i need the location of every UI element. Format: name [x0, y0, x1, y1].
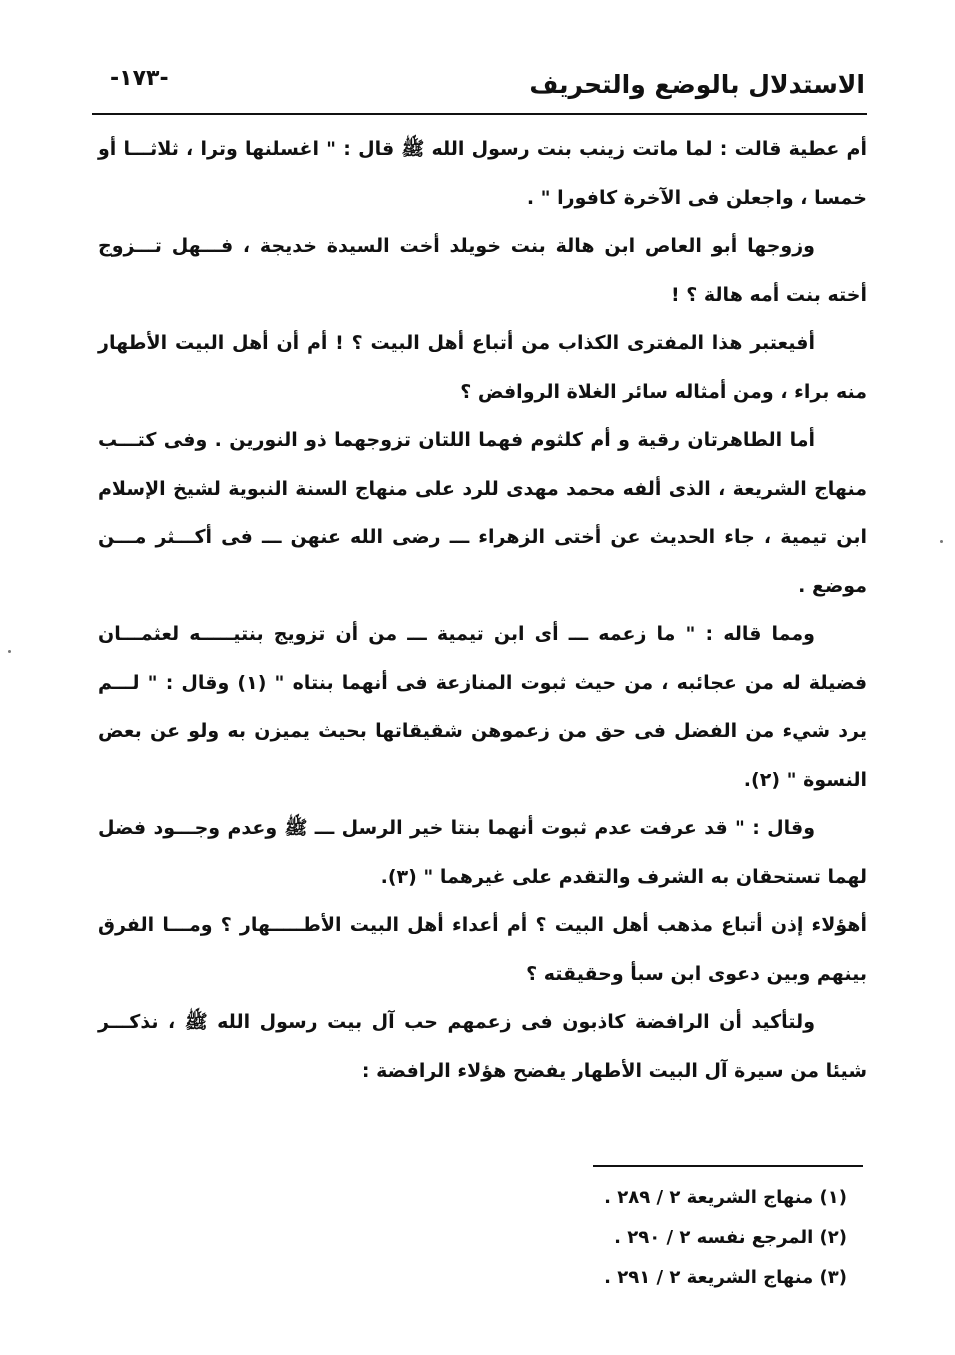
page-number: -١٧٣-	[110, 66, 169, 91]
text-line: أهؤلاء إذن أتباع مذهب أهل البيت ؟ أم أعداء أهل البيت الأطـــــهار ؟ ومـــا	[162, 914, 867, 936]
paragraph-7	[98, 901, 867, 998]
paragraph-4	[98, 416, 867, 610]
text-line: موضع .	[798, 574, 867, 597]
text-line: الفرق بينهم وبين دعوى ابن سبأ وحقيقته ؟	[98, 914, 867, 985]
body-text	[98, 125, 867, 1095]
scan-speck	[940, 540, 943, 543]
text-line: منهاج الشريعة ، الذى ألفه محمد مهدى للرد على منهاج السنة النبوية لشيخ الإسلام	[98, 477, 867, 500]
text-line: النسوة " (٢).	[743, 768, 867, 791]
text-line: ولتأكيد أن الرافضة كاذبون فى زعمهم حب آل بيت رسول الله ﷺ ، نذكـــر	[98, 1011, 815, 1033]
paragraph-6	[98, 804, 867, 901]
paragraph-1	[98, 125, 867, 222]
text-line: يرد شيء من الفضل فى حق من زعموهن شقيقاتها بحيث يميزن به ولو عن بعض	[98, 720, 867, 742]
text-line: ومما قاله : " ما زعمه ـــ أى ابن تيمية ـــ من أن تزويج بنتيـــــه لعثمـــان	[98, 623, 815, 645]
text-line: أفيعتبر هذا المفترى الكذاب من أتباع أهل البيت ؟ ! أم أن أهل البيت الأطهار	[98, 332, 815, 354]
text-line: أم عطية قالت : لما ماتت زينب بنت رسول الله ﷺ قال : " اغسلنها وترا ، ثلاثـــا	[123, 138, 868, 160]
text-line: أو خمسا ، واجعلن فى الآخرة كافورا " .	[98, 138, 867, 209]
paragraph-8	[98, 998, 867, 1095]
text-line: وقال : " قد عرفت عدم ثبوت أنهما بنتا خير الرسل ـــ ﷺ وعدم وجـــود	[153, 817, 815, 839]
footnote-1: (١) منهاج الشريعة ٢ / ٢٨٩ .	[604, 1187, 847, 1208]
footnote-2: (٢) المرجع نفسه ٢ / ٢٩٠ .	[614, 1227, 847, 1248]
footnote-3: (٣) منهاج الشريعة ٢ / ٢٩١ .	[604, 1267, 847, 1288]
text-line: فضل لهما تستحقان به الشرف والتقدم على غيرهما " (٣).	[98, 817, 867, 888]
text-line: أخته بنت أمه هالة ؟ !	[670, 283, 867, 306]
text-line: أما الطاهرتان رقية و أم كلثوم فهما اللتان تزوجهما ذو النورين . وفى كتـــب	[98, 429, 815, 451]
paragraph-5	[98, 610, 867, 804]
scan-speck	[8, 650, 11, 653]
text-line: ابن تيمية ، جاء الحديث عن أختى الزهراء ـــ رضى الله عنهن ـــ فى أكـــثر مـــن	[98, 526, 867, 548]
paragraph-2	[98, 222, 867, 319]
text-line: منه براء ، ومن أمثاله سائر الغلاة الروافض ؟	[460, 380, 867, 403]
page-header	[92, 62, 865, 114]
running-title: الاستدلال بالوضع والتحريف	[529, 70, 865, 99]
text-line: وزوجها أبو العاص ابن هالة بنت خويلد أخت السيدة خديجة ، فـــهل تـــزوج	[98, 235, 815, 257]
text-line: فضيلة له من عجائبه ، من حيث ثبوت المنازعة فى أنهما بنتاه " (١) وقال : " لـــم	[98, 671, 868, 694]
footnote-rule	[593, 1165, 863, 1167]
header-rule	[92, 113, 867, 115]
paragraph-3	[98, 319, 867, 416]
text-line: شيئا من سيرة آل البيت الأطهار يفضح هؤلاء الرافضة :	[361, 1059, 867, 1082]
footnotes	[427, 1178, 847, 1298]
